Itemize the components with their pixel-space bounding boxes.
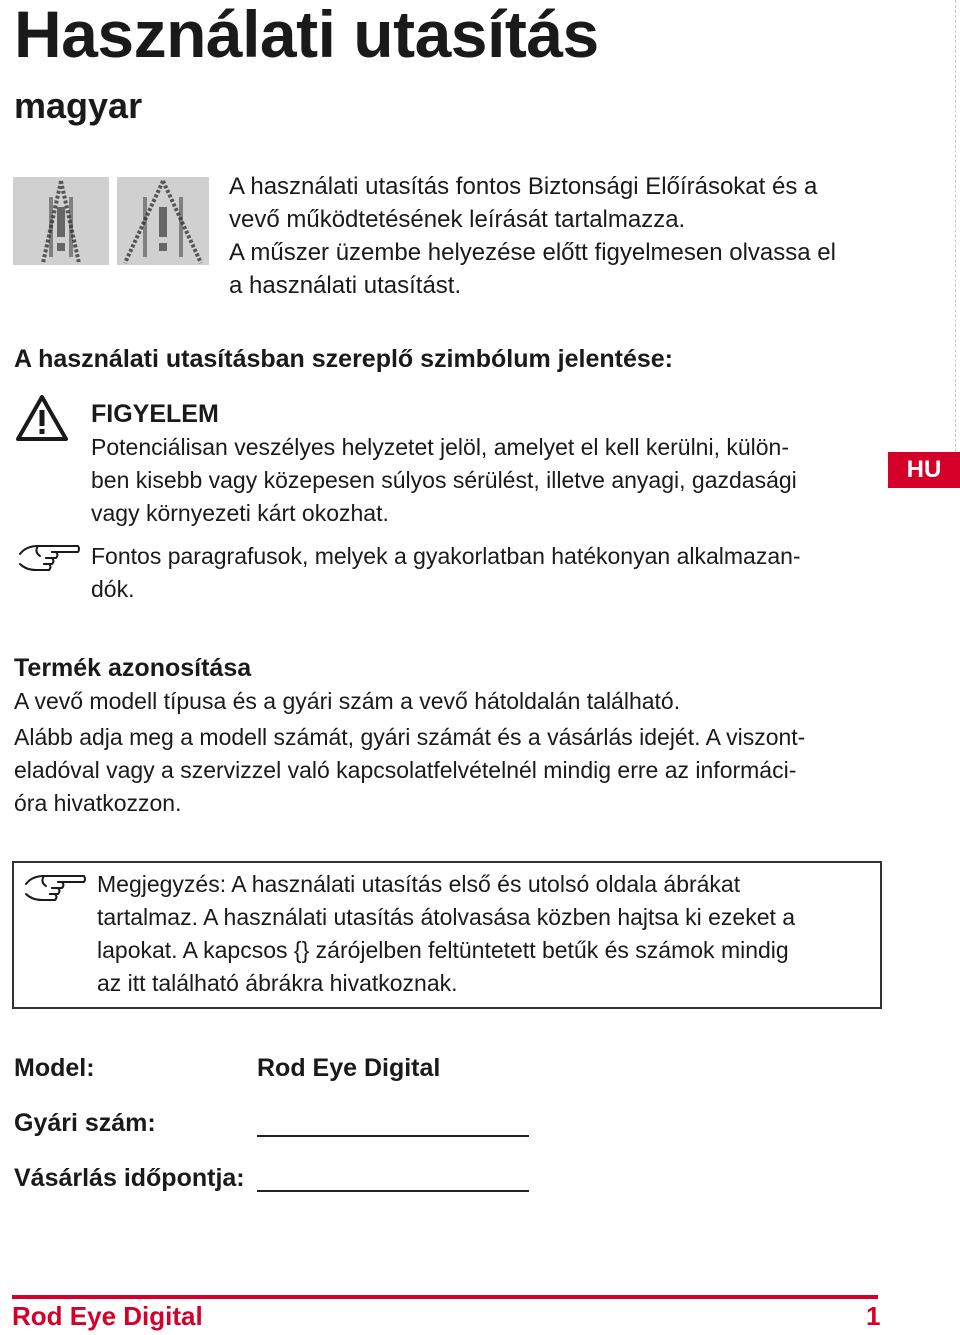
footer-brand: Rod Eye Digital — [12, 1301, 203, 1331]
hint-description — [91, 540, 881, 606]
warning-line: ben kisebb vagy közepesen súlyos sérülést, illetve anyagi, gazdasági — [91, 467, 797, 493]
language-tab: HU — [888, 452, 960, 488]
note-line: tartalmaz. A használati utasítás átolvasása közben hajtsa ki ezeket a — [97, 904, 796, 930]
model-label: Model: — [14, 1054, 95, 1082]
paragraph-line: eladóval vagy a szervizzel való kapcsolatfelvételnél mindig erre az informáci- — [14, 757, 797, 783]
serial-field[interactable] — [257, 1135, 529, 1137]
note-text — [97, 868, 877, 1000]
model-value: Rod Eye Digital — [257, 1054, 441, 1082]
product-id-heading: Termék azonosítása — [14, 654, 252, 682]
purchase-date-field[interactable] — [257, 1190, 529, 1192]
note-line: Megjegyzés: A használati utasítás első és utolsó oldala ábrákat — [97, 871, 741, 897]
warning-line: Potenciálisan veszélyes helyzetet jelöl, amelyet el kell kerülni, külön- — [91, 434, 790, 460]
symbols-heading: A használati utasításban szereplő szimbólum jelentése: — [14, 345, 673, 373]
intro-line: A használati utasítás fontos Biztonsági Előírásokat és a — [229, 173, 818, 200]
intro-line: vevő működtetésének leírását tartalmazza. — [229, 206, 686, 233]
purchase-date-label: Vásárlás időpontja: — [14, 1164, 245, 1192]
language-label: magyar — [14, 85, 143, 126]
paragraph-line: Alább adja meg a modell számát, gyári számát és a vásárlás idejét. A viszont- — [14, 724, 806, 750]
note-line: az itt található ábrákra hivatkoznak. — [97, 970, 458, 996]
intro-line: A műszer üzembe helyezése előtt figyelmesen olvassa el — [229, 239, 836, 266]
warning-title: FIGYELEM — [91, 400, 219, 428]
hint-line: Fontos paragrafusok, melyek a gyakorlatban hatékonyan alkalmazan- — [91, 543, 801, 569]
page-number: 1 — [866, 1301, 881, 1331]
warning-description — [91, 431, 881, 530]
page-title: Használati utasítás — [14, 0, 599, 71]
serial-label: Gyári szám: — [14, 1109, 156, 1137]
paragraph-line: óra hivatkozzon. — [14, 790, 182, 816]
note-line: lapokat. A kapcsos {} zárójelben feltüntetett betűk és számok mindig — [97, 937, 789, 963]
intro-text — [229, 170, 909, 302]
product-id-paragraph — [14, 721, 884, 820]
warning-icon — [16, 394, 68, 442]
warning-images — [13, 177, 209, 265]
intro-line: a használati utasítást. — [229, 272, 462, 299]
hint-line: dók. — [91, 576, 135, 602]
footer-rule — [12, 1295, 878, 1299]
product-id-line: A vevő modell típusa és a gyári szám a vevő hátoldalán található. — [14, 688, 681, 714]
warning-line: vagy környezeti kárt okozhat. — [91, 500, 389, 526]
pointing-hand-icon — [16, 540, 82, 576]
edge-marks — [955, 0, 960, 452]
pointing-hand-icon — [22, 870, 88, 906]
